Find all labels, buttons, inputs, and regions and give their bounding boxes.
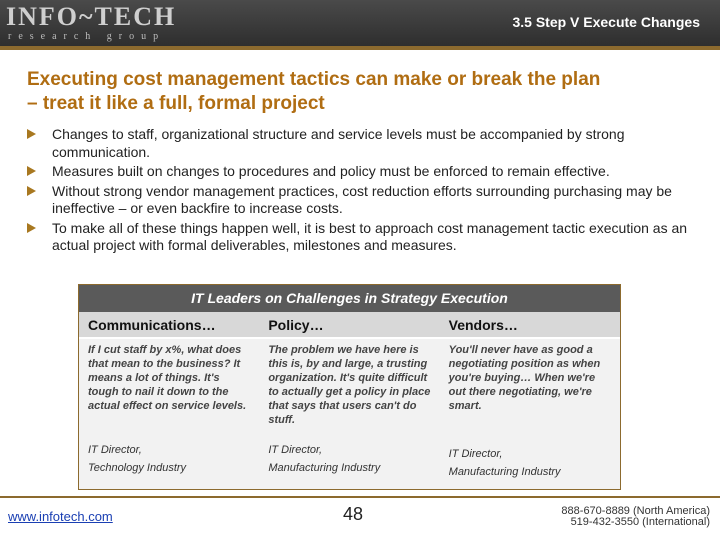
bullet-text: Without strong vendor management practices, cost reduction efforts surrounding purchasing may be ineffective – or even backfire to increase costs. xyxy=(52,182,672,216)
table-header-row xyxy=(79,312,620,339)
bullet-arrow-icon xyxy=(27,223,36,233)
logo-sub-text: research group xyxy=(8,31,166,42)
bullet-item xyxy=(27,220,707,255)
bullet-item xyxy=(27,163,707,181)
quote-vendors: You'll never have as good a negotiating position as when you're buying… When we're out there negotiating, we're smart. xyxy=(448,344,601,412)
bullet-arrow-icon xyxy=(27,186,36,196)
bullet-arrow-icon xyxy=(27,129,36,139)
page-title-line-2: – treat it like a full, formal project xyxy=(27,93,325,114)
section-title: 3.5 Step V Execute Changes xyxy=(512,14,700,30)
contact-phones xyxy=(561,506,710,528)
phone-north-america: 888-670-8889 (North America) xyxy=(561,505,710,517)
page-number: 48 xyxy=(343,504,364,524)
attribution-industry: Technology Industry xyxy=(88,462,187,474)
attribution-industry: Manufacturing Industry xyxy=(268,462,381,474)
attribution-role: IT Director, xyxy=(268,444,323,456)
attribution-vendors xyxy=(440,437,620,489)
page-title xyxy=(27,68,707,116)
info-tech-logo xyxy=(6,4,176,42)
attribution-role: IT Director, xyxy=(88,444,142,456)
quote-row xyxy=(79,339,620,437)
bullet-item xyxy=(27,183,707,218)
header-bar xyxy=(0,0,720,46)
website-link[interactable]: www.infotech.com xyxy=(8,509,113,524)
footer-divider xyxy=(0,496,720,498)
bullet-text: Measures built on changes to procedures and policy must be enforced to remain effective. xyxy=(52,163,610,179)
attribution-policy xyxy=(259,437,439,489)
bullet-text: Changes to staff, organizational structure and service levels must be accompanied by strong communication. xyxy=(52,126,625,160)
phone-international: 519-432-3550 (International) xyxy=(570,516,710,528)
bullet-text: To make all of these things happen well, it is best to approach cost management tactic execution as an actual project with formal deliverables, milestones and measures. xyxy=(52,219,688,253)
table-title: IT Leaders on Challenges in Strategy Execution xyxy=(79,285,620,312)
attribution-role: IT Director, xyxy=(448,448,503,460)
header-accent-line xyxy=(0,46,720,50)
quote-communications: If I cut staff by x%, what does that mean to the business? It means a lot of things. It's tough to nail it down to the actual effect on service levels. xyxy=(88,344,247,412)
column-header-vendors: Vendors… xyxy=(448,317,518,333)
logo-main-text: INFO~TECH xyxy=(6,2,177,31)
column-header-communications: Communications… xyxy=(88,317,216,333)
attribution-row xyxy=(79,437,620,489)
attribution-industry: Manufacturing Industry xyxy=(448,466,561,478)
quote-policy: The problem we have here is this is, by and large, a trusting organization. It's quite difficult to actually get a policy in place that says that users can't do stuff. xyxy=(268,344,431,426)
quote-table xyxy=(78,284,621,490)
bullet-item xyxy=(27,126,707,161)
page-title-line-1: Executing cost management tactics can make or break the plan xyxy=(27,69,601,90)
column-header-policy: Policy… xyxy=(268,317,324,333)
bullet-arrow-icon xyxy=(27,166,36,176)
attribution-communications xyxy=(79,437,259,489)
bullet-list xyxy=(27,126,707,257)
